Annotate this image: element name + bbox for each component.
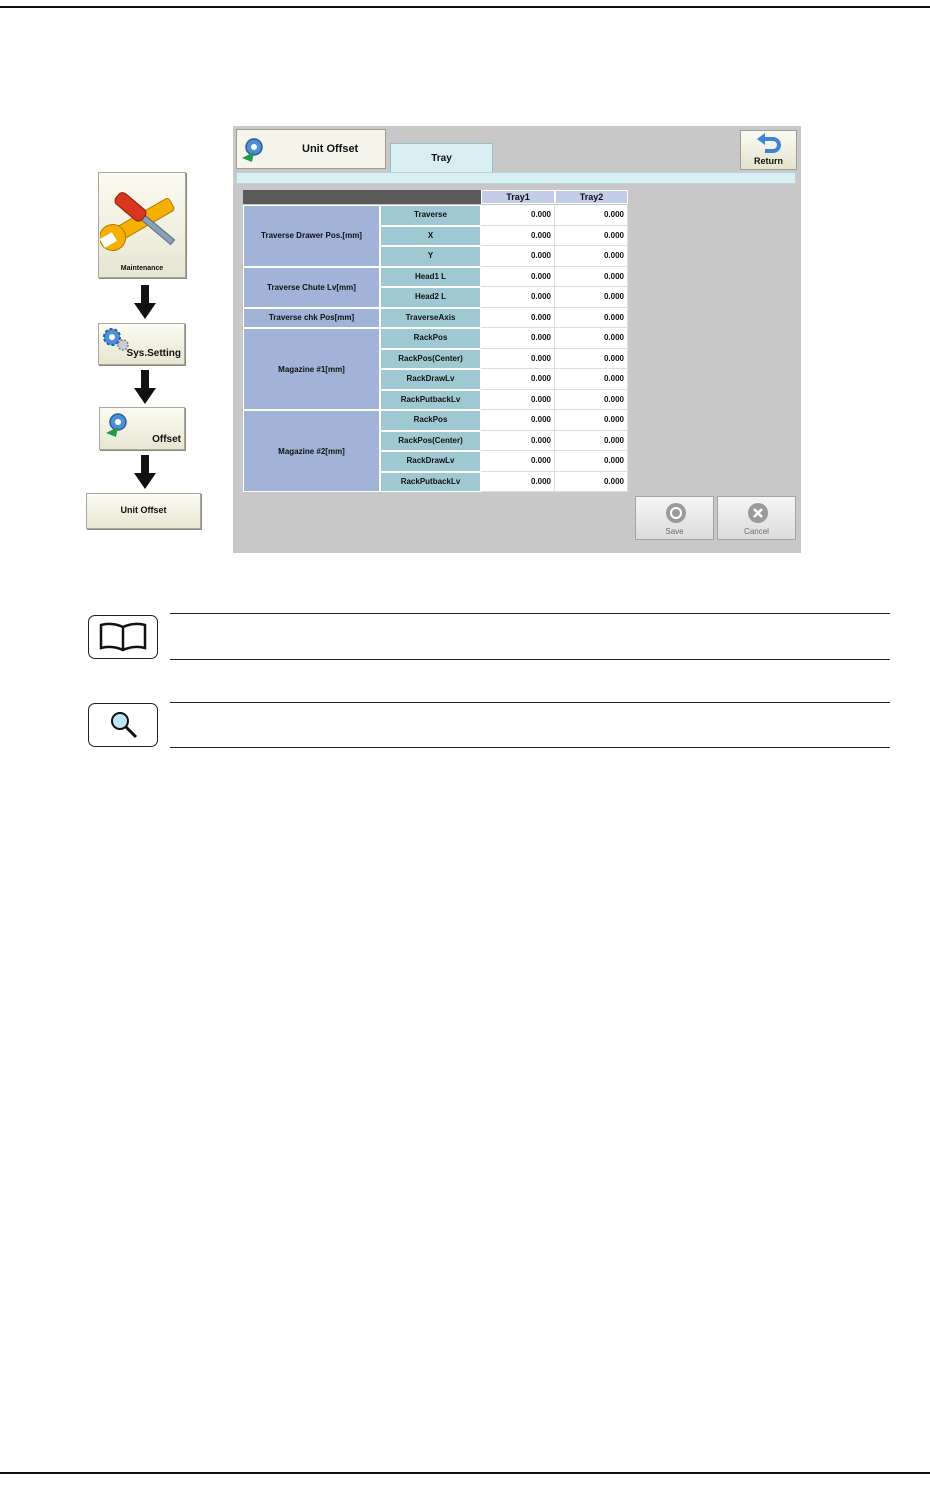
magnifier-icon-box: [88, 703, 158, 747]
row-label: RackPutbackLv: [380, 472, 481, 493]
arrow-down-icon: [134, 370, 156, 406]
row-label: RackPos(Center): [380, 349, 481, 370]
page-bottom-rule: [0, 1472, 930, 1474]
sys-setting-button[interactable]: [98, 323, 185, 365]
book-icon: [98, 622, 148, 652]
group-traverse-drawer-pos: Traverse Drawer Pos.[mm]: [243, 205, 380, 267]
screen-title: Unit Offset: [302, 143, 359, 155]
tray2-value-field[interactable]: 0.000: [555, 205, 628, 226]
return-label: Return: [754, 156, 783, 166]
offset-button[interactable]: [99, 407, 185, 450]
tray2-value-field[interactable]: 0.000: [555, 328, 628, 349]
page-top-rule: [0, 6, 930, 8]
sys-setting-label: Sys.Setting: [126, 348, 181, 359]
tray1-value-field[interactable]: 0.000: [481, 369, 555, 390]
tray1-value-field[interactable]: 0.000: [481, 431, 555, 452]
tray2-value-field[interactable]: 0.000: [555, 349, 628, 370]
save-label: Save: [665, 527, 684, 536]
arrow-down-icon: [134, 285, 156, 321]
arrow-down-icon: [134, 455, 156, 491]
tray2-value-field[interactable]: 0.000: [555, 308, 628, 329]
tray1-value-field[interactable]: 0.000: [481, 410, 555, 431]
tray1-value-field[interactable]: 0.000: [481, 308, 555, 329]
tray1-value-field[interactable]: 0.000: [481, 390, 555, 411]
tray2-value-field[interactable]: 0.000: [555, 226, 628, 247]
row-label: RackDrawLv: [380, 451, 481, 472]
row-label: RackPos(Center): [380, 431, 481, 452]
tray1-value-field[interactable]: 0.000: [481, 451, 555, 472]
tab-strip: [236, 172, 796, 184]
cancel-button[interactable]: [717, 496, 796, 540]
tray1-value-field[interactable]: 0.000: [481, 349, 555, 370]
screen-title-tab: [236, 129, 386, 169]
tab-tray[interactable]: Tray: [390, 143, 493, 173]
tray2-value-field[interactable]: 0.000: [555, 369, 628, 390]
tray2-value-field[interactable]: 0.000: [555, 431, 628, 452]
tray1-value-field[interactable]: 0.000: [481, 226, 555, 247]
tray2-value-field[interactable]: 0.000: [555, 390, 628, 411]
tray2-value-field[interactable]: 0.000: [555, 287, 628, 308]
tray1-value-field[interactable]: 0.000: [481, 205, 555, 226]
save-button[interactable]: [635, 496, 714, 540]
offset-icon: [240, 136, 268, 162]
group-magazine-2: Magazine #2[mm]: [243, 410, 380, 492]
group-traverse-chk-pos: Traverse chk Pos[mm]: [243, 308, 380, 329]
group-magazine-1: Magazine #1[mm]: [243, 328, 380, 410]
maintenance-label: Maintenance: [120, 265, 164, 272]
note-rule: [170, 659, 890, 660]
row-label: RackDrawLv: [380, 369, 481, 390]
tray1-value-field[interactable]: 0.000: [481, 287, 555, 308]
tray2-value-field[interactable]: 0.000: [555, 472, 628, 493]
row-label: RackPos: [380, 328, 481, 349]
cancel-label: Cancel: [744, 527, 769, 536]
row-label: X: [380, 226, 481, 247]
column-header-tray1: Tray1: [481, 190, 555, 204]
maintenance-button[interactable]: [98, 172, 186, 278]
note-rule: [170, 702, 890, 703]
return-arrow-icon: [755, 133, 783, 157]
group-traverse-chute-lv: Traverse Chute Lv[mm]: [243, 267, 380, 308]
column-header-tray2: Tray2: [555, 190, 628, 204]
offset-icon: [104, 411, 132, 437]
magnifier-icon: [109, 710, 139, 740]
tray2-value-field[interactable]: 0.000: [555, 267, 628, 288]
row-label: Head1 L: [380, 267, 481, 288]
row-label: Head2 L: [380, 287, 481, 308]
note-rule: [170, 613, 890, 614]
row-label: RackPutbackLv: [380, 390, 481, 411]
row-label: Y: [380, 246, 481, 267]
unit-offset-button[interactable]: [86, 493, 201, 529]
wrench-screwdriver-icon: [100, 175, 186, 261]
tray2-value-field[interactable]: 0.000: [555, 246, 628, 267]
table-header-band: [243, 190, 481, 204]
tray2-value-field[interactable]: 0.000: [555, 410, 628, 431]
row-label: Traverse: [380, 205, 481, 226]
offset-label: Offset: [152, 434, 181, 445]
note-rule: [170, 747, 890, 748]
tray1-value-field[interactable]: 0.000: [481, 472, 555, 493]
row-label: RackPos: [380, 410, 481, 431]
tray1-value-field[interactable]: 0.000: [481, 267, 555, 288]
cancel-icon: [747, 502, 769, 524]
save-icon: [665, 502, 687, 524]
tray1-value-field[interactable]: 0.000: [481, 246, 555, 267]
tray1-value-field[interactable]: 0.000: [481, 328, 555, 349]
book-icon-box: [88, 615, 158, 659]
tray2-value-field[interactable]: 0.000: [555, 451, 628, 472]
unit-offset-screen: [233, 126, 801, 553]
unit-offset-label: Unit Offset: [120, 505, 167, 515]
return-button[interactable]: [740, 130, 797, 170]
row-label: TraverseAxis: [380, 308, 481, 329]
